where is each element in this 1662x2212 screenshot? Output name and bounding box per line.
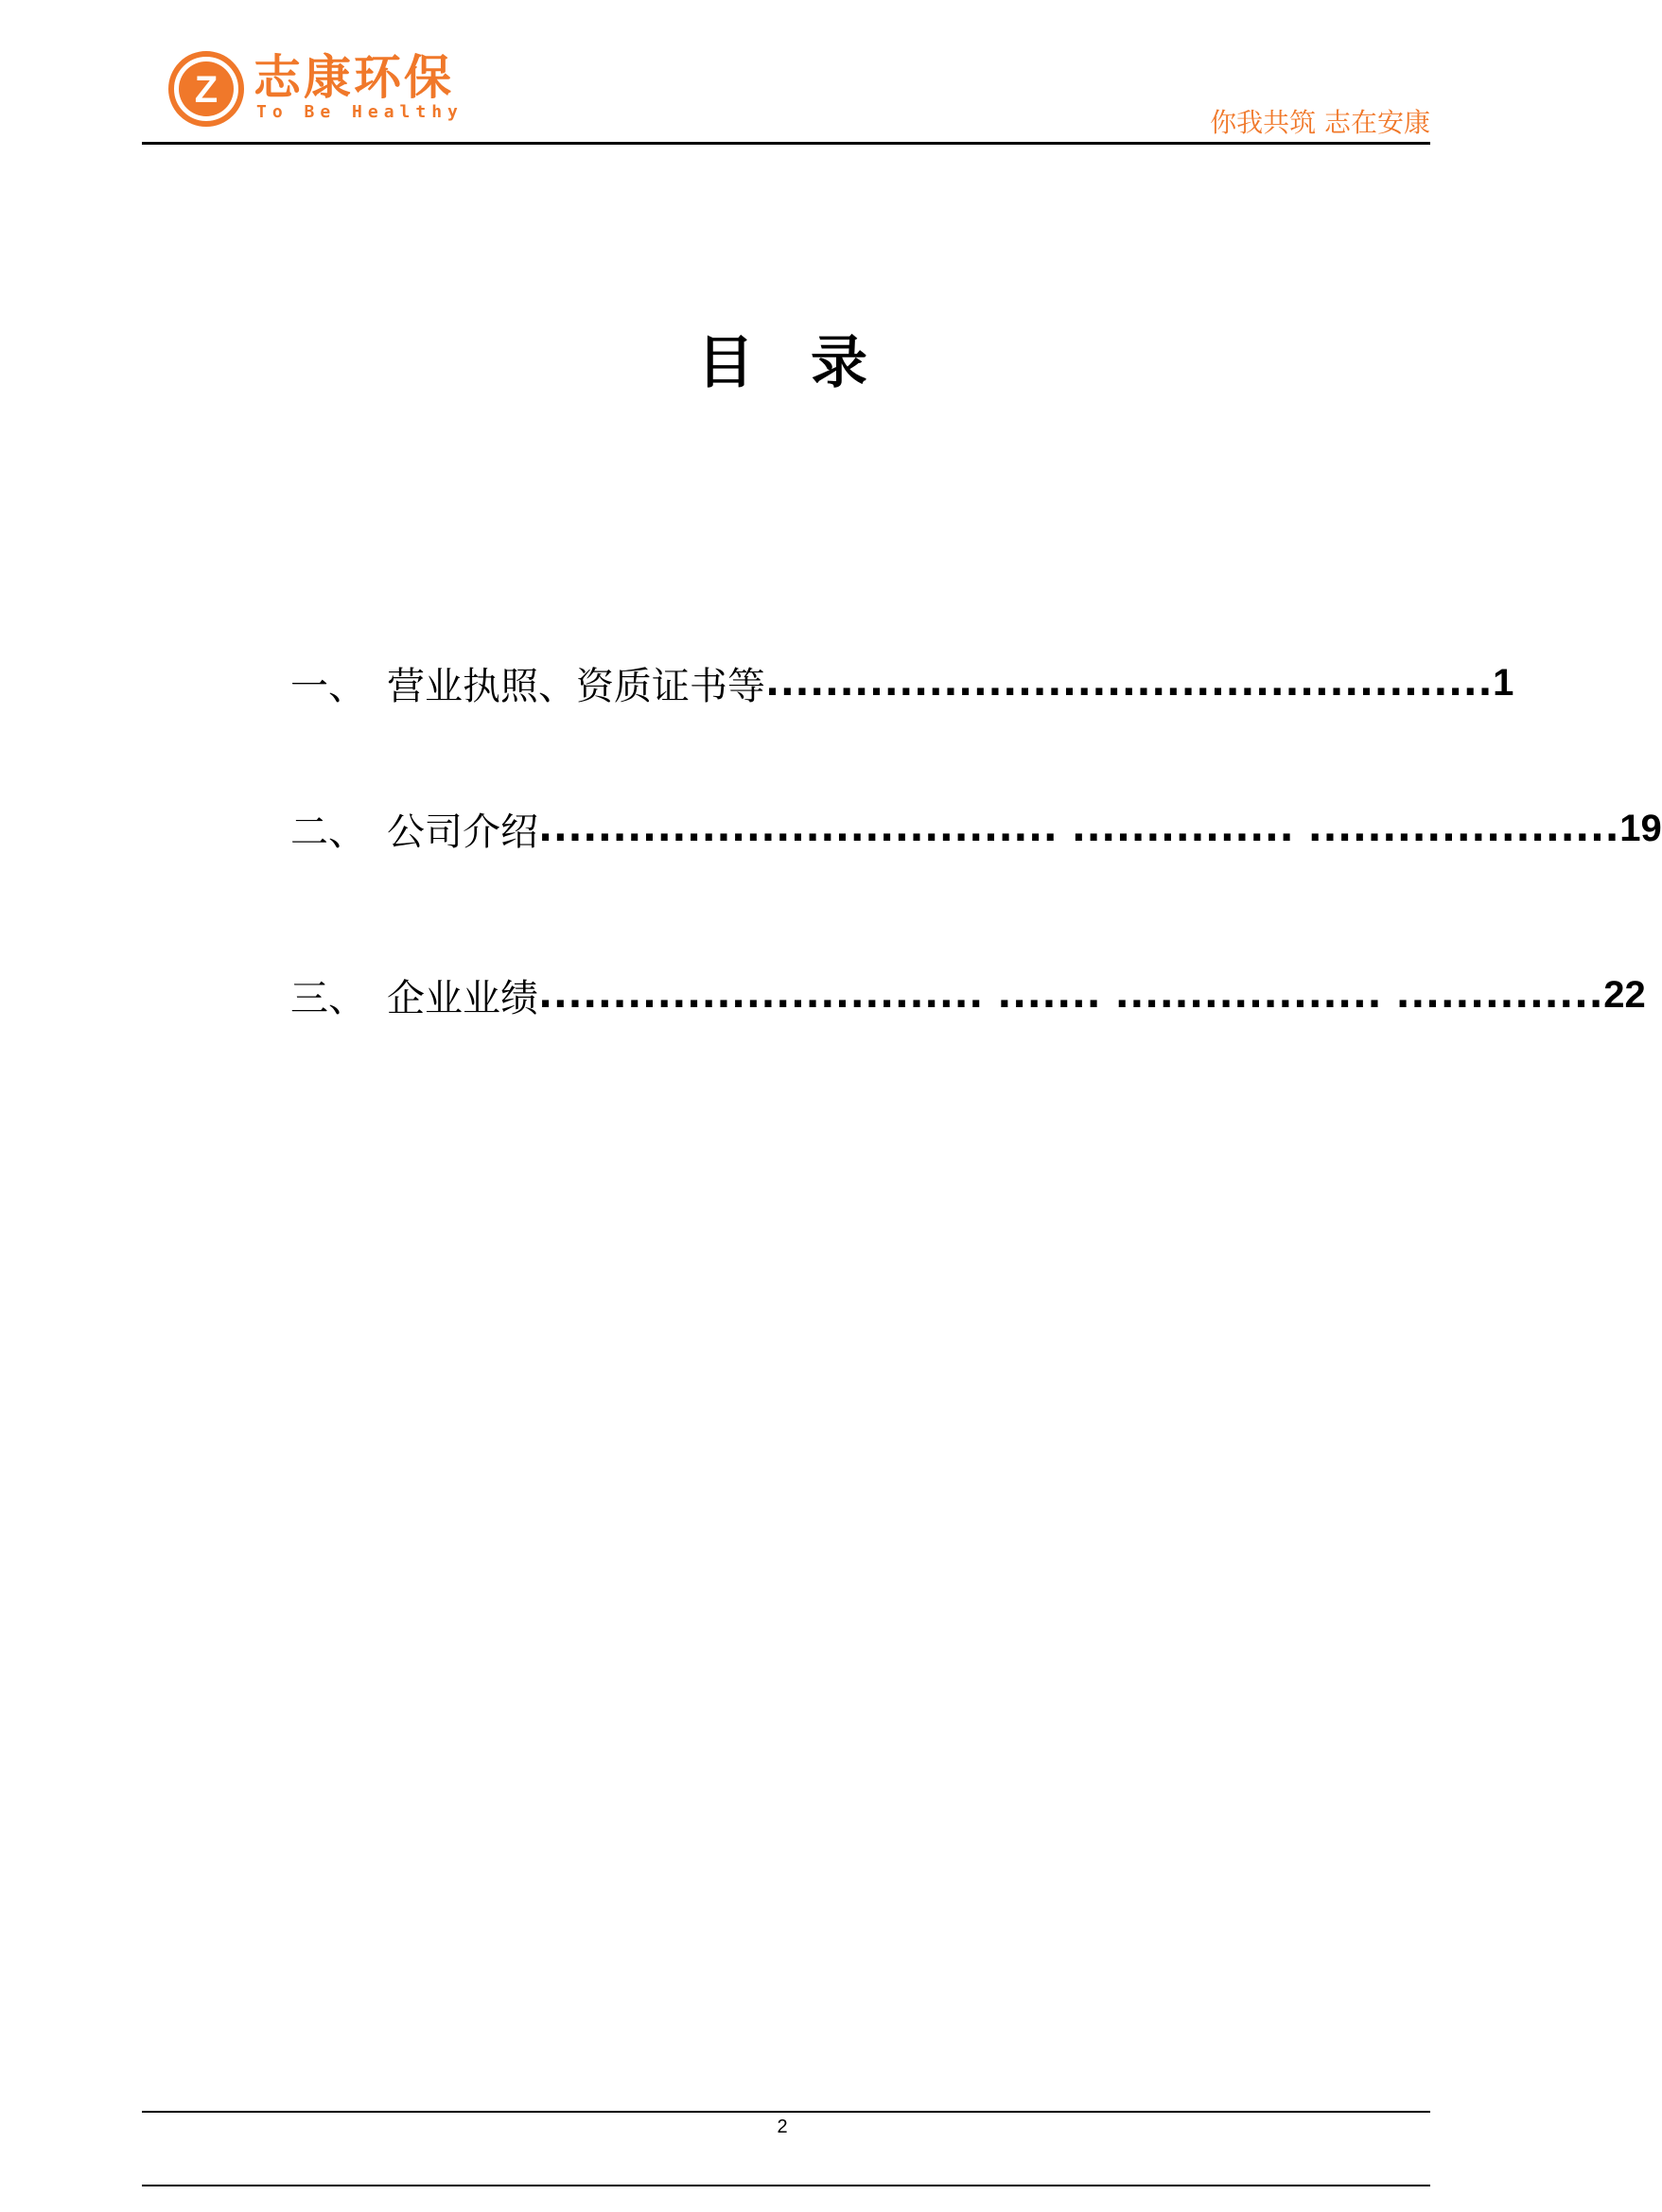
toc-entry-label: 公司介绍 [387, 810, 538, 854]
toc-entry-number: 二、 [290, 810, 366, 854]
toc-entry-1[interactable] [290, 654, 1513, 711]
toc-entry-page: 19 [1619, 807, 1662, 849]
toc-entry-page: 22 [1603, 973, 1646, 1016]
header-divider [142, 142, 1430, 145]
page-title: 目录 [697, 330, 924, 396]
toc-entry-label: 企业业绩 [387, 976, 538, 1020]
brand-tagline: To Be Healthy [256, 102, 464, 122]
toc-entry-label: 营业执照、资质证书等 [387, 664, 765, 708]
logo-letter: Z [194, 69, 219, 111]
toc-entry-number: 一、 [290, 664, 366, 708]
brand-name: 志康环保 [254, 50, 454, 105]
page-number: 2 [777, 2116, 788, 2137]
company-logo [168, 49, 481, 129]
toc-dot-leader: .............................. ....... .................. .............. [538, 973, 1604, 1017]
z-logo-icon [168, 51, 244, 127]
toc-entry-number: 三、 [290, 976, 366, 1020]
footer-divider-bottom [142, 2185, 1430, 2186]
toc-entry-2[interactable] [290, 800, 1662, 857]
toc-entry-3[interactable] [290, 967, 1646, 1023]
header-slogan: 你我共筑 志在安康 [1210, 107, 1430, 138]
toc-entry-page: 1 [1493, 661, 1514, 704]
toc-dot-leader: ................................................. [765, 661, 1494, 705]
footer-divider-top [142, 2111, 1430, 2113]
toc-dot-leader: ................................... ............... ..................... [538, 807, 1620, 850]
